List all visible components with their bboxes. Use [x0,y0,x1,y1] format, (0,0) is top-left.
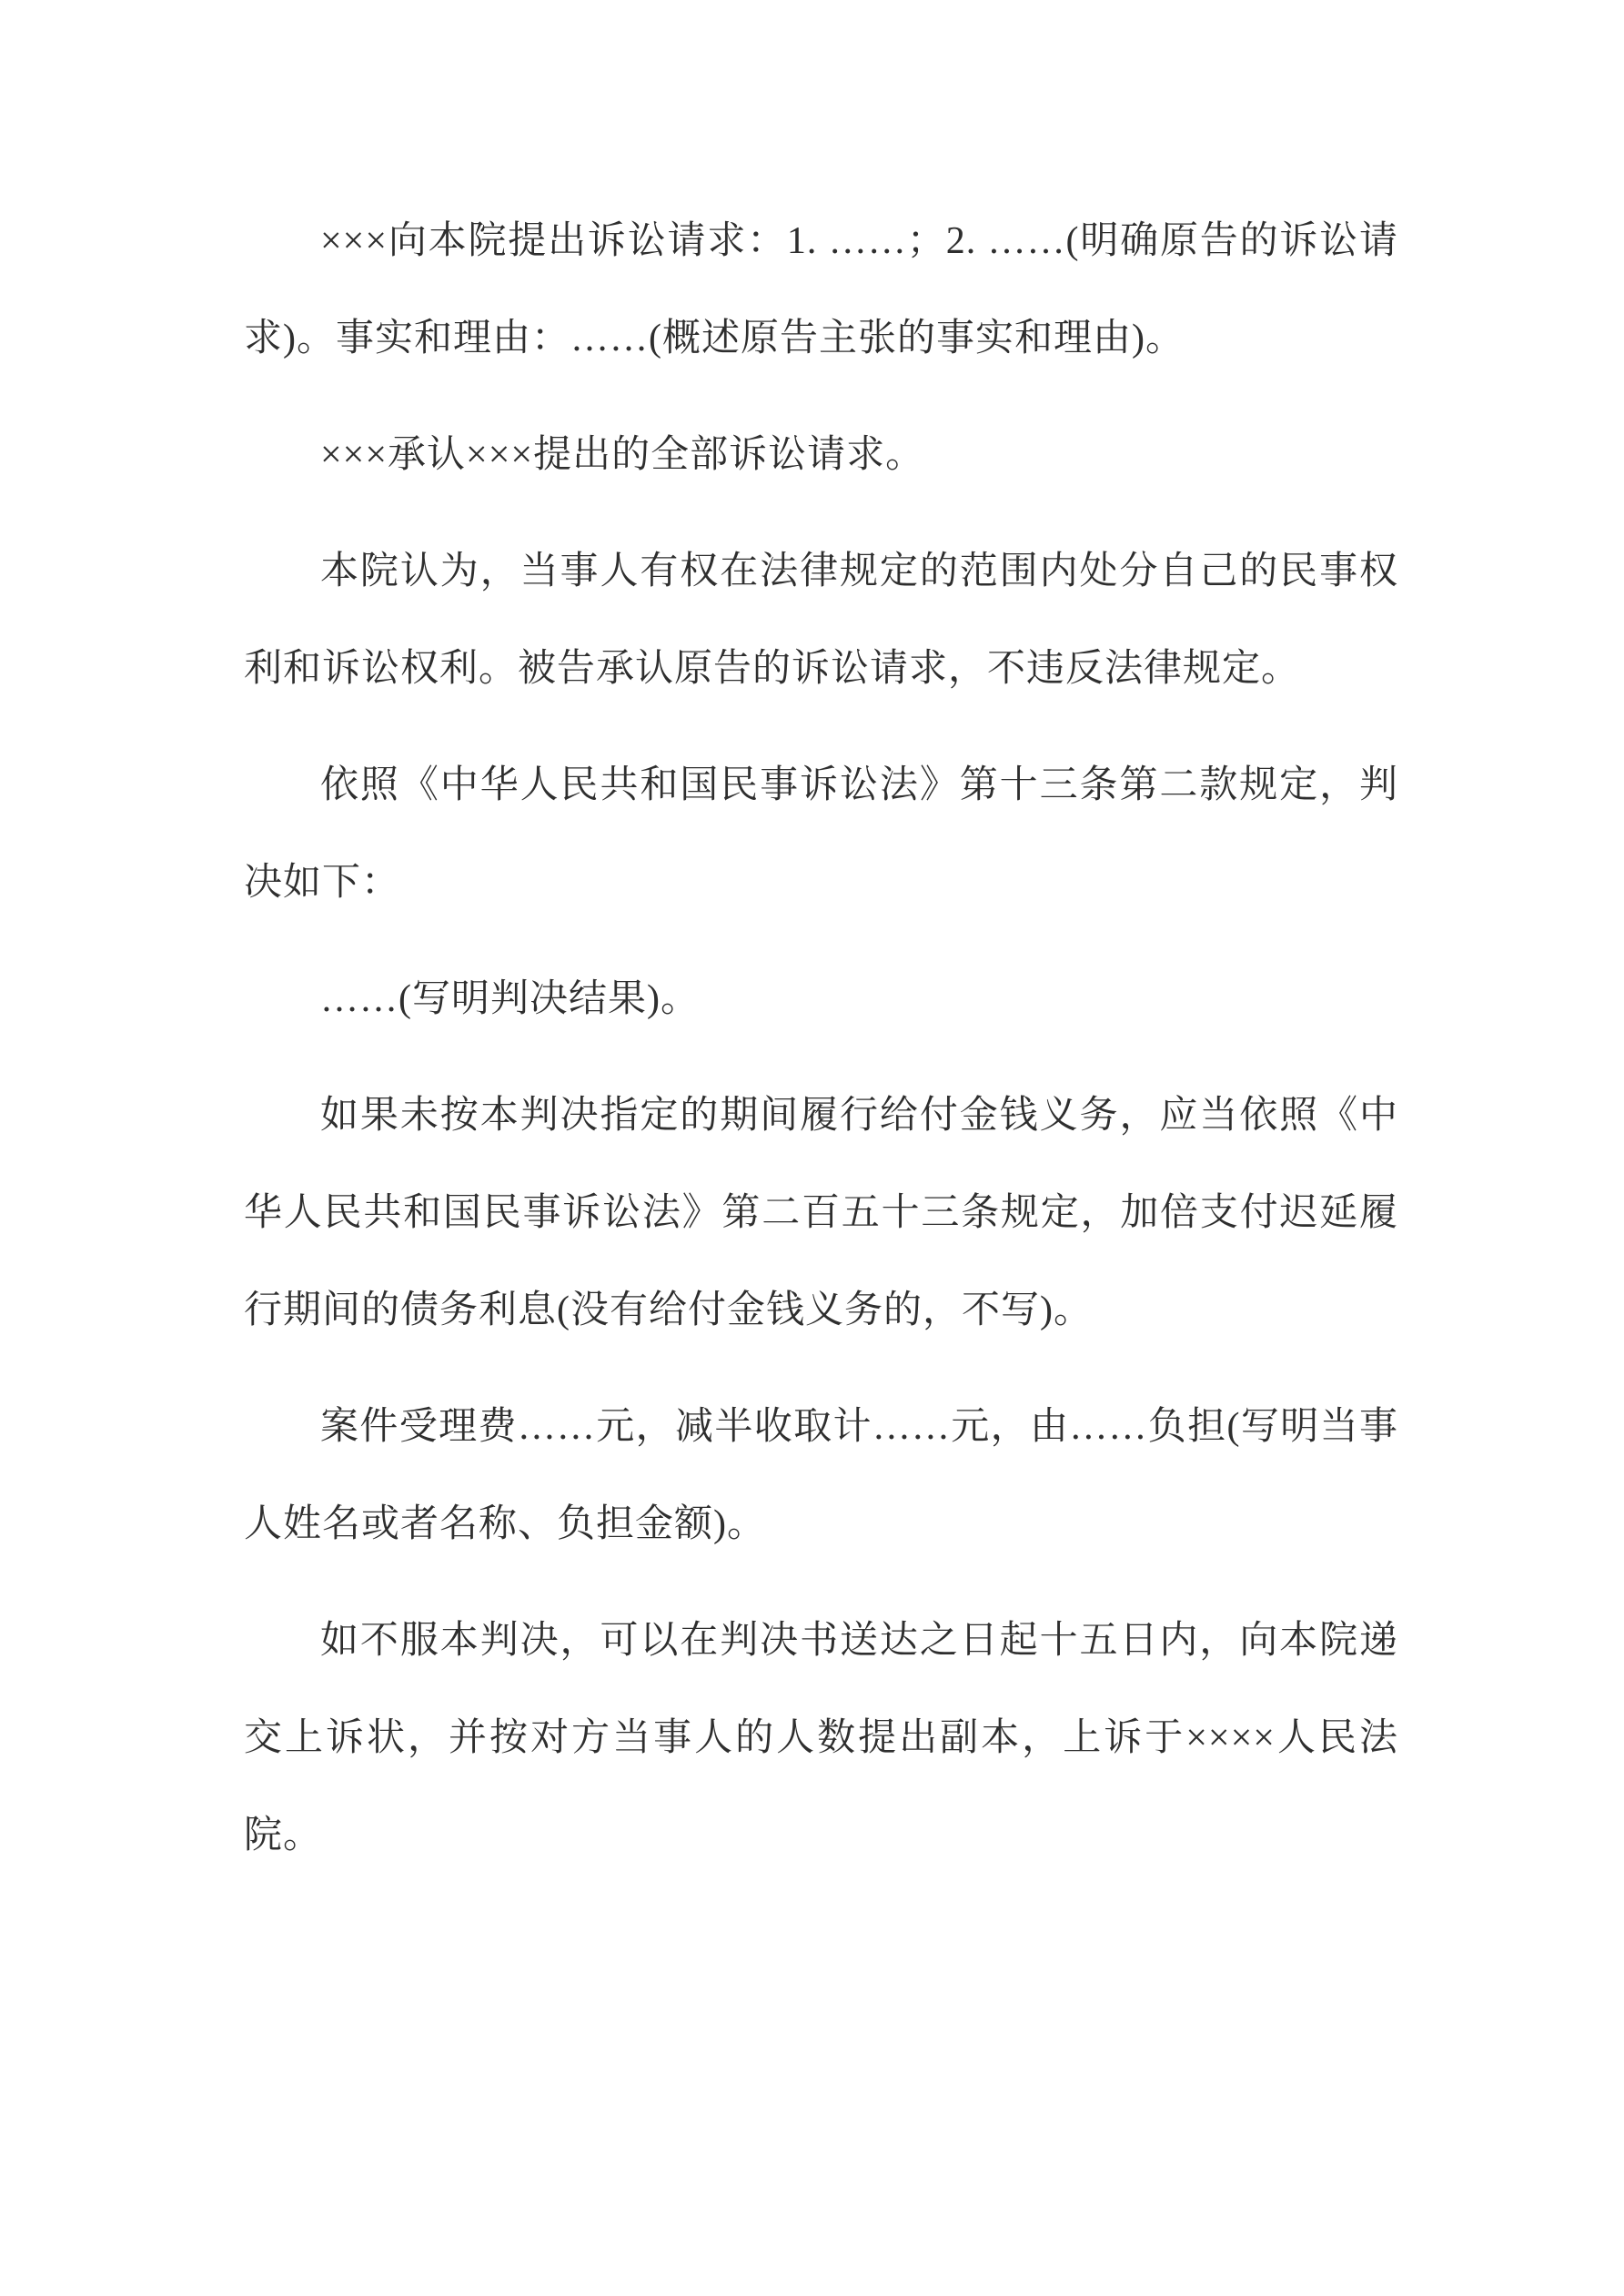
paragraph-claims: ×××向本院提出诉讼请求：1. ……；2. ……(明确原告的诉讼请求)。事实和理由：……(概述原告主张的事实和理由)。 [244,220,1398,359]
paragraph-judgment-result: ……(写明判决结果)。 [320,978,700,1020]
paragraph-interest-clause: 如果未按本判决指定的期间履行给付金钱义务，应当依照《中华人民共和国民事诉讼法》第二百五十三条规定，加倍支付迟延履行期间的债务利息(没有给付金钱义务的，不写)。 [244,1095,1398,1331]
paragraph-court-fees: 案件受理费……元，减半收取计……元，由……负担(写明当事人姓名或者名称、负担金额)。 [244,1406,1398,1545]
paragraph-appeal-rights: 如不服本判决，可以在判决书送达之日起十五日内，向本院递交上诉状，并按对方当事人的人数提出副本，上诉于××××人民法院。 [244,1620,1398,1856]
paragraph-legal-basis: 依照《中华人民共和国民事诉讼法》第十三条第二款规定，判决如下： [244,764,1398,904]
paragraph-admission: ×××承认×××提出的全部诉讼请求。 [320,434,925,476]
paragraph-court-opinion: 本院认为，当事人有权在法律规定的范围内处分自己的民事权利和诉讼权利。被告承认原告的诉讼请求，不违反法律规定。 [244,551,1398,690]
